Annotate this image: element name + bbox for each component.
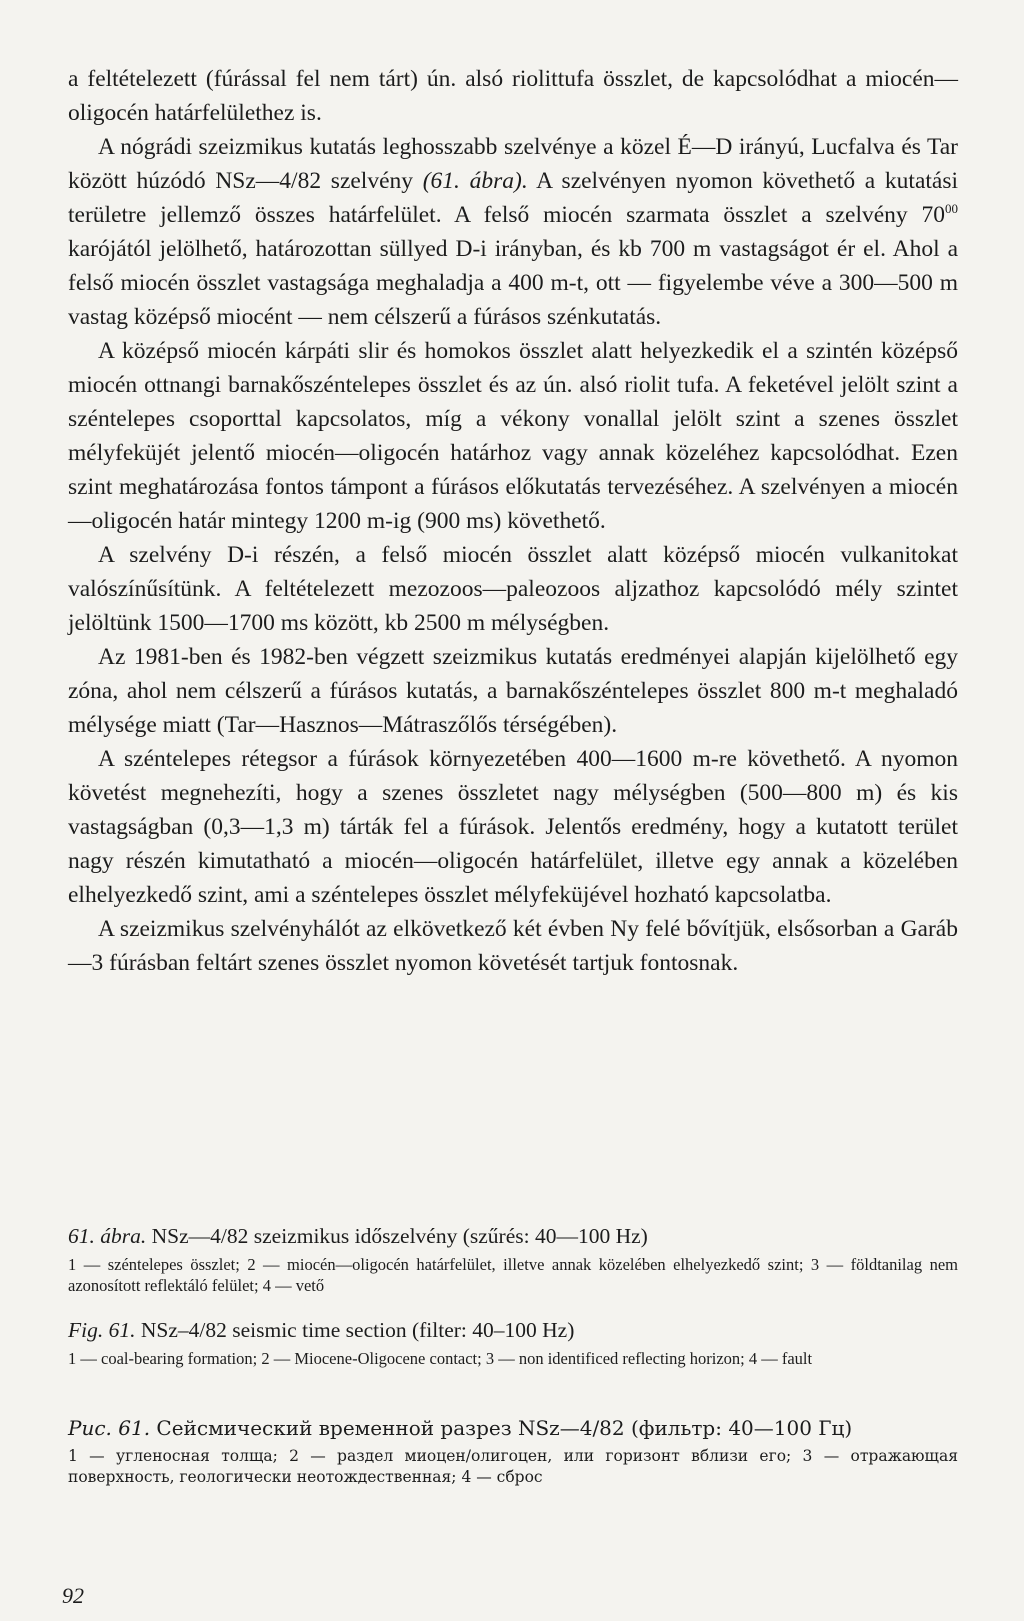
caption-legend: 1 — coal-bearing formation; 2 — Miocene-Oligocene contact; 3 — non identificed reflecting horizon; 4 — fault (68, 1349, 813, 1368)
caption-label: Рис. 61. (68, 1416, 151, 1440)
figure-caption-russian (68, 1414, 958, 1488)
figure-reference: (61. ábra). (422, 168, 528, 194)
caption-title (68, 1222, 958, 1250)
caption-legend: 1 — угленосная толща; 2 — раздел миоцен/олигоцен, или горизонт вблизи его; 3 — отражающая поверхность, геологически неотождественная; 4 — сброс (68, 1447, 958, 1486)
caption-title-text: NSz–4/82 seismic time section (filter: 40–100 Hz) (140, 1318, 575, 1342)
paragraph: A középső miocén kárpáti slir és homokos összlet alatt helyezkedik el a szintén középső miocén ottnangi barnakőszéntelepes összlet és az ún. alsó riolit tufa. A feketével jelölt szint a széntelepes csoporttal kapcsolatos, míg a vékony vonallal jelölt szint a szenes összlet mélyfeküjét jelentő miocén—oligocén határhoz vagy annak közeléhez kapcsolódhat. Ezen szint meghatározása fontos támpont a fúrásos előkutatás tervezéséhez. A szelvényen a miocén—oligocén határ mintegy 1200 m-ig (900 ms) követhető. (68, 338, 958, 534)
superscript: 00 (945, 201, 958, 216)
caption-title-text: NSz—4/82 szeizmikus időszelvény (szűrés: 40—100 Hz) (151, 1224, 648, 1248)
body-text (68, 62, 958, 980)
caption-label: 61. ábra. (68, 1224, 147, 1248)
paragraph: A szelvény D-i részén, a felső miocén összlet alatt középső miocén vulkanitokat valószínűsítünk. A feltételezett mezozoos—paleozoos aljzathoz kapcsolódó mély szintet jelöltünk 1500—1700 ms között, kb 2500 m mélységben. (68, 542, 958, 636)
paragraph-text: karójától jelölhető, határozottan süllyed D-i irányban, és kb 700 m vastagságot ér el. Ahol a felső miocén összlet vastagsága meghaladja a 400 m-t, ott — figyelembe véve a 300—500 m vastag középső miocént — nem célszerű a fúrásos szénkutatás. (68, 236, 958, 330)
paragraph: a feltételezett (fúrással fel nem tárt) ún. alsó riolittufa összlet, de kapcsolódhat a miocén—oligocén határfelülethez is. (68, 66, 958, 126)
caption-label: Fig. 61. (68, 1318, 136, 1342)
paragraph-text: A szelvényen nyomon követhető a kutatási területre jellemző összes határfelület. A felső miocén szarmata összlet a szelvény 70 (68, 168, 959, 228)
caption-title (68, 1414, 958, 1442)
paragraph: A széntelepes rétegsor a fúrások környezetében 400—1600 m-re követhető. A nyomon követést megnehezíti, hogy a szenes összletet nagy mélységben (500—800 m) és kis vastagságban (0,3—1,3 m) tárták fel a fúrások. Jelentős eredmény, hogy a kutatott terület nagy részén kimutatható a miocén—oligocén határfelület, illetve egy annak a közelében elhelyezkedő szint, ami a széntelepes összlet mélyfeküjével hozható kapcsolatba. (68, 746, 958, 908)
figure-caption-english (68, 1316, 958, 1369)
paragraph: A szeizmikus szelvényhálót az elkövetkező két évben Ny felé bővítjük, elsősorban a Garáb—3 fúrásban feltárt szenes összlet nyomon követését tartjuk fontosnak. (68, 916, 958, 976)
paragraph-text: A nógrádi szeizmikus kutatás leghosszabb szelvénye a közel É—D irányú, Lucfalva és Tar között húzódó NSz—4/82 szelvény (68, 134, 958, 194)
figure-caption-hungarian (68, 1222, 958, 1296)
caption-legend: 1 — széntelepes összlet; 2 — miocén—oligocén határfelület, illetve annak közelében elhelyezkedő szint; 3 — földtanilag nem azonosított reflektáló felület; 4 — vető (68, 1255, 958, 1295)
caption-title-text: Сейсмический временной разрез NSz—4/82 (фильтр: 40—100 Гц) (156, 1416, 853, 1440)
page-number: 92 (62, 1583, 84, 1608)
caption-title (68, 1316, 958, 1344)
paragraph (68, 130, 958, 334)
paragraph: Az 1981-ben és 1982-ben végzett szeizmikus kutatás eredményei alapján kijelölhető egy zóna, ahol nem célszerű a fúrásos kutatás, a barnakőszéntelepes összlet 800 m-t meghaladó mélysége miatt (Tar—Hasznos—Mátraszőlős térségében). (68, 644, 958, 738)
